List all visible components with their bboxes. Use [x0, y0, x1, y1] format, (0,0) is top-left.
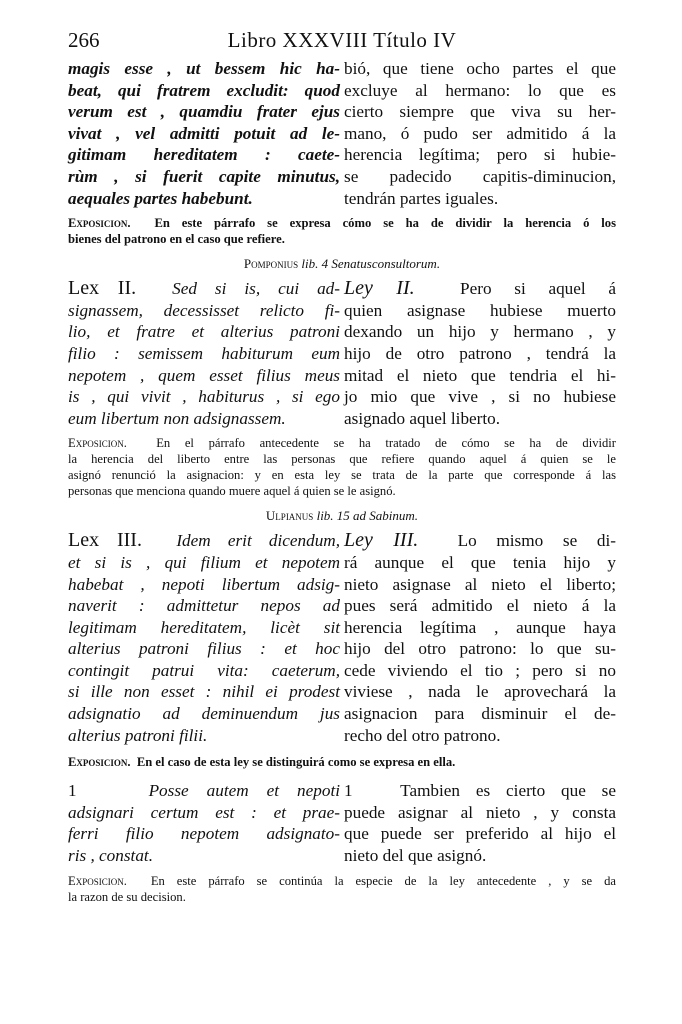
latin-line: verum est , quamdiu frater ejus — [68, 102, 340, 122]
latin-line: signassem, decessisset relicto fi- — [68, 300, 340, 320]
latin-line: alterius patroni filius : et hoc — [68, 639, 340, 659]
source-author: Ulpianus — [265, 508, 314, 524]
latin-line: Sed si is, cui ad- — [172, 279, 340, 299]
spanish-line: Pero si aquel á — [460, 279, 616, 299]
spanish-column — [344, 780, 616, 866]
spanish-line: hijo de otro patrono , tendrá la — [344, 343, 616, 363]
exposicion-label: Exposicion. — [68, 216, 131, 231]
latin-line: gitimam hereditatem : caete- — [68, 145, 340, 165]
spanish-line: dexando un hijo y hermano , y — [344, 322, 616, 342]
spanish-column — [344, 530, 616, 746]
latin-line: lio, et fratre et alterius patroni — [68, 322, 340, 342]
spanish-line: recho del otro patrono. — [344, 725, 501, 745]
spanish-line: viviese , nada le aprovechará la — [344, 682, 616, 702]
lex-label: Lex III. — [68, 529, 142, 552]
exposicion-1 — [68, 215, 616, 247]
ley-label: Ley II. — [344, 277, 415, 300]
latin-line: nepotem , quem esset filius meus — [68, 365, 340, 385]
latin-line: ferri filio nepotem adsignato- — [68, 824, 340, 844]
spanish-line: rá aunque el que tenia hijo y — [344, 552, 616, 572]
latin-line: eum libertum non adsignassem. — [68, 408, 286, 428]
source-citation-2 — [68, 256, 616, 272]
exposicion-text: En este párrafo se continúa la especie de la ley antecedente , y se da — [150, 873, 616, 888]
spanish-line: hijo del otro patrono: lo que su- — [344, 639, 616, 659]
exposicion-2 — [68, 435, 616, 499]
paragraph-number: 1 — [68, 781, 77, 801]
latin-line: rùm , si fuerit capite minutus, — [68, 166, 340, 186]
latin-line: alterius patroni filii. — [68, 725, 208, 745]
spanish-column — [344, 58, 616, 209]
latin-line: is , qui vivit , habiturus , si ego — [68, 387, 340, 407]
latin-line: filio : semissem habiturum eum — [68, 343, 340, 363]
spanish-line: nieto asignase al nieto el liberto; — [344, 574, 616, 594]
spanish-line: tendrán partes iguales. — [344, 188, 499, 208]
latin-column — [68, 780, 340, 866]
spanish-line: herencia legítima , aunque haya — [344, 617, 616, 637]
exposicion-text: En el caso de esta ley se distinguirá como se expresa en ella. — [136, 755, 456, 770]
parallel-text-block-2 — [68, 278, 616, 429]
latin-line: vivat , vel admitti potuit ad le- — [68, 123, 340, 143]
source-citation-3 — [68, 508, 616, 524]
exposicion-text: la razon de su decision. — [68, 889, 186, 904]
parallel-text-block-3 — [68, 530, 616, 746]
latin-line: contingit patrui vita: caeterum, — [68, 660, 340, 680]
exposicion-4 — [68, 873, 616, 905]
page-header — [68, 28, 616, 58]
book-page — [68, 28, 616, 905]
spanish-line: Lo mismo se di- — [457, 531, 616, 551]
source-author: Pomponius — [243, 256, 299, 272]
page-number: 266 — [68, 28, 100, 52]
ley-label: Ley III. — [344, 529, 419, 552]
latin-line: Idem erit dicendum, — [176, 531, 341, 551]
running-title: Libro XXXVIII Título IV — [227, 28, 457, 52]
latin-line: Posse autem et nepoti — [148, 781, 341, 801]
spanish-line: puede asignar al nieto , y consta — [344, 802, 616, 822]
lex-label: Lex II. — [68, 277, 137, 300]
spanish-line: Tambien es cierto que se — [400, 781, 616, 801]
exposicion-label: Exposicion. — [68, 755, 131, 770]
spanish-line: se padecido capitis-diminucion, — [344, 166, 616, 186]
latin-column — [68, 530, 340, 746]
latin-line: naverit : admittetur nepos ad — [68, 596, 340, 616]
spanish-line: jo mio que vive , si no hubiese — [344, 387, 616, 407]
latin-line: magis esse , ut bessem hic ha- — [68, 59, 340, 78]
spanish-line: mitad el nieto que tendria el hi- — [344, 365, 616, 385]
latin-line: legitimam hereditatem, licèt sit — [68, 617, 340, 637]
latin-column — [68, 278, 340, 429]
exposicion-text: En el párrafo antecedente se ha tratado de cómo se ha de dividir — [156, 436, 617, 451]
exposicion-text: la herencia del liberto entre las personas que refiere quando aquel á quien se le — [68, 452, 616, 467]
latin-line: adsignatio ad deminuendum jus — [68, 704, 340, 724]
spanish-line: excluye al hermano: lo que es — [344, 80, 616, 100]
spanish-line: pues será admitido el nieto á la — [344, 596, 616, 616]
spanish-line: bió, que tiene ocho partes el que — [344, 59, 616, 78]
spanish-line: cierto siempre que viva su her- — [344, 102, 616, 122]
latin-line: beat, qui fratrem excludit: quod — [68, 80, 340, 100]
latin-line: aequales partes habebunt. — [68, 188, 253, 208]
parallel-text-block-1 — [68, 58, 616, 209]
latin-line: ris , constat. — [68, 846, 153, 866]
latin-line: adsignari certum est : et prae- — [68, 802, 340, 822]
latin-line: et si is , qui filium et nepotem — [68, 552, 340, 572]
spanish-line: asignacion para disminuir el de- — [344, 704, 616, 724]
latin-column — [68, 58, 340, 209]
exposicion-label: Exposicion. — [68, 436, 127, 451]
source-reference: lib. 4 Senatusconsultorum. — [301, 256, 441, 272]
spanish-line: cede viviendo el tio ; pero si no — [344, 660, 616, 680]
exposicion-text: personas que menciona quando muere aquel á quien se le asignó. — [68, 484, 396, 499]
parallel-text-block-4 — [68, 780, 616, 866]
latin-line: habebat , nepoti libertum adsig- — [68, 574, 340, 594]
latin-line: si ille non esset : nihil ei prodest — [68, 682, 340, 702]
spanish-column — [344, 278, 616, 429]
spanish-line: nieto del que asignó. — [344, 846, 487, 866]
paragraph-number: 1 — [344, 781, 353, 801]
source-reference: lib. 15 ad Sabinum. — [316, 508, 419, 524]
exposicion-label: Exposicion. — [68, 873, 127, 888]
exposicion-text: En este párrafo se expresa cómo se ha de dividir la herencia ó los — [154, 216, 617, 231]
exposicion-text: bienes del patrono en el caso que refiere. — [68, 232, 285, 247]
spanish-line: que puede ser preferido al hijo el — [344, 824, 616, 844]
spanish-line: asignado aquel liberto. — [344, 408, 501, 428]
spanish-line: mano, ó pudo ser admitido á la — [344, 123, 616, 143]
spanish-line: herencia legítima; pero si hubie- — [344, 145, 616, 165]
exposicion-text: asignó renunció la asignacion: y en esta ley se trata de la parte que corresponde á las — [68, 468, 616, 483]
spanish-line: quien asignase hubiese muerto — [344, 300, 616, 320]
exposicion-3 — [68, 754, 616, 770]
